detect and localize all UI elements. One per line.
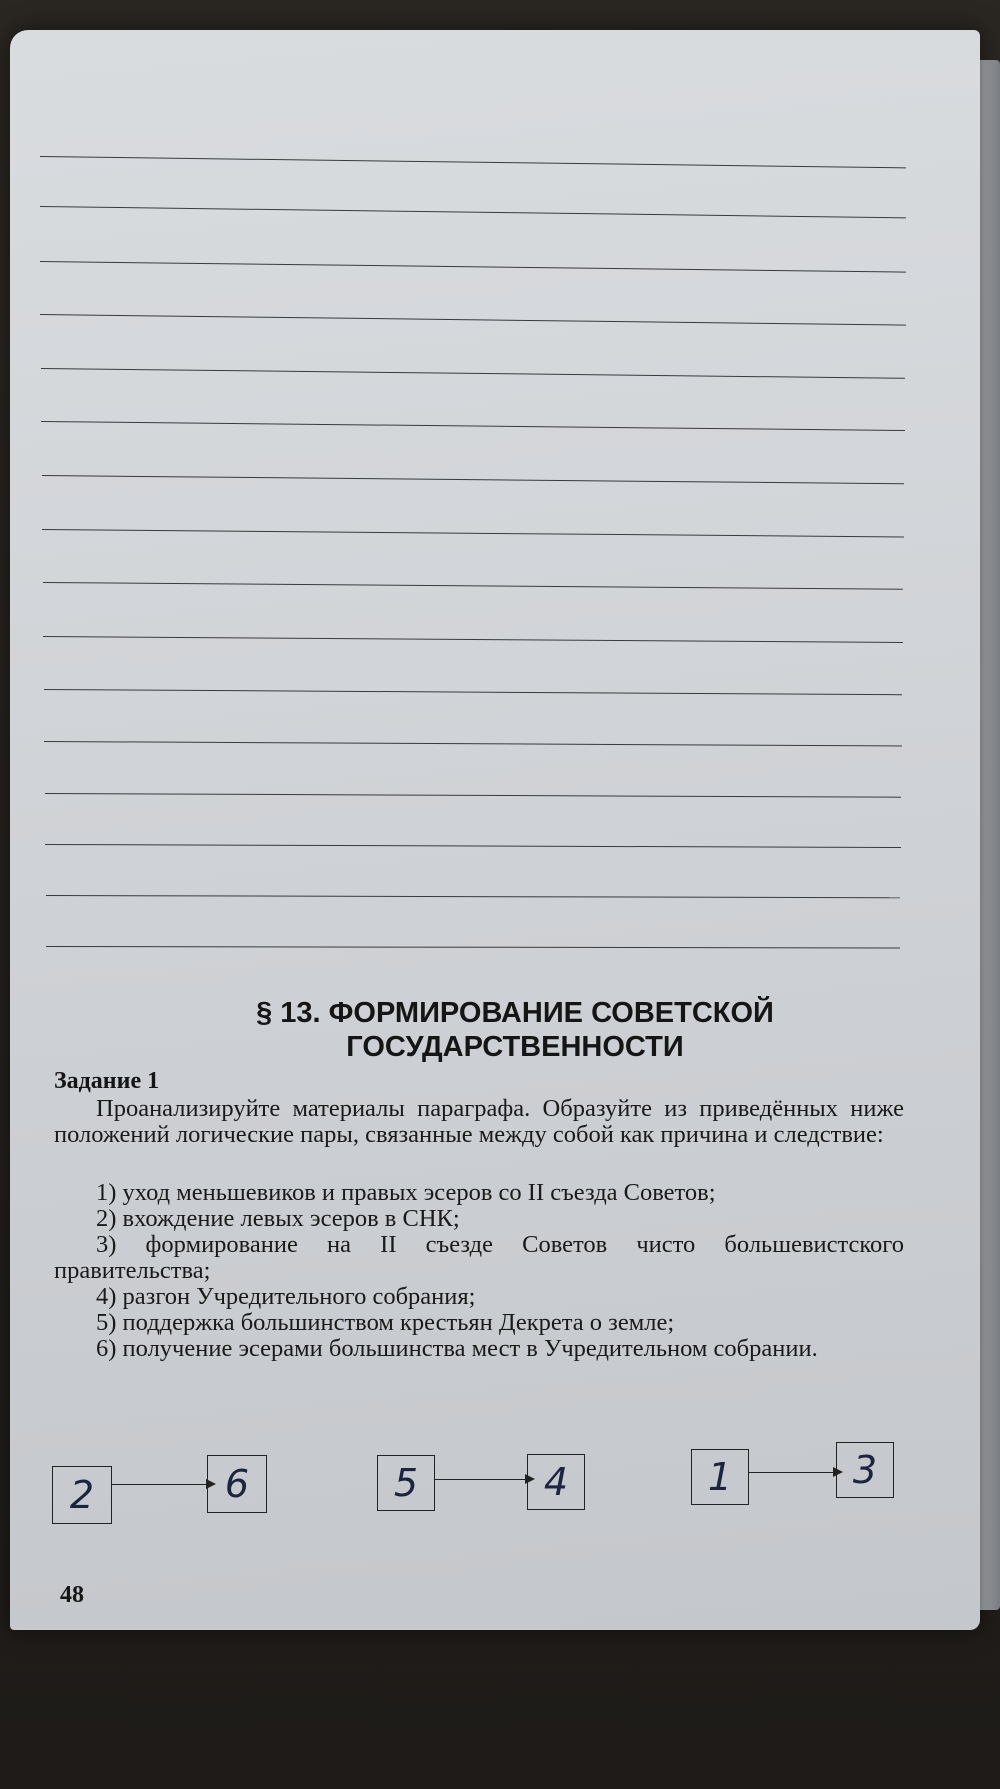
writing-line bbox=[40, 261, 906, 273]
statement-item-4: 4) разгон Учредительного собрания; bbox=[96, 1283, 476, 1310]
statement-item-1: 1) уход меньшевиков и правых эсеров со II съезда Советов; bbox=[96, 1179, 716, 1206]
arrow bbox=[112, 1484, 208, 1485]
writing-line bbox=[41, 421, 905, 431]
answer-box-cause: 1 bbox=[691, 1449, 749, 1505]
writing-line bbox=[44, 741, 902, 746]
workbook-page bbox=[10, 30, 980, 1630]
statement-item-5: 5) поддержка большинством крестьян Декрета о земле; bbox=[96, 1309, 675, 1336]
statement-list bbox=[54, 1180, 904, 1362]
writing-line bbox=[46, 946, 900, 948]
writing-line bbox=[45, 793, 901, 798]
statement-item-3: 3) формирование на II съезде Советов чисто большевистского правительства; bbox=[54, 1231, 904, 1284]
writing-line bbox=[42, 475, 904, 484]
answer-box-effect: 6 bbox=[207, 1455, 267, 1513]
section-title: § 13. ФОРМИРОВАНИЕ СОВЕТСКОЙ ГОСУДАРСТВЕННОСТИ bbox=[256, 997, 774, 1063]
writing-line bbox=[41, 368, 905, 379]
writing-line bbox=[43, 636, 903, 643]
statement-item-2: 2) вхождение левых эсеров в СНК; bbox=[96, 1205, 460, 1232]
writing-line bbox=[43, 582, 903, 590]
statement-item-6: 6) получение эсерами большинства мест в Учредительном собрании. bbox=[96, 1335, 818, 1362]
writing-line bbox=[44, 689, 902, 695]
arrow bbox=[749, 1472, 835, 1473]
writing-line bbox=[40, 156, 906, 168]
writing-line bbox=[42, 529, 904, 538]
arrow bbox=[435, 1479, 527, 1480]
task-instructions: Проанализируйте материалы параграфа. Образуйте из приведённых ниже положений логические пары, связанные между собой как причина и следствие: bbox=[54, 1095, 904, 1148]
writing-line bbox=[46, 895, 900, 898]
writing-line bbox=[40, 314, 906, 326]
answer-box-cause: 5 bbox=[377, 1455, 435, 1511]
writing-line bbox=[40, 206, 906, 218]
writing-line bbox=[45, 844, 901, 848]
answer-box-effect: 3 bbox=[836, 1442, 894, 1498]
answer-box-effect: 4 bbox=[527, 1454, 585, 1510]
answer-box-cause: 2 bbox=[52, 1466, 112, 1524]
page-number: 48 bbox=[60, 1582, 84, 1608]
task-heading: Задание 1 bbox=[54, 1068, 160, 1094]
